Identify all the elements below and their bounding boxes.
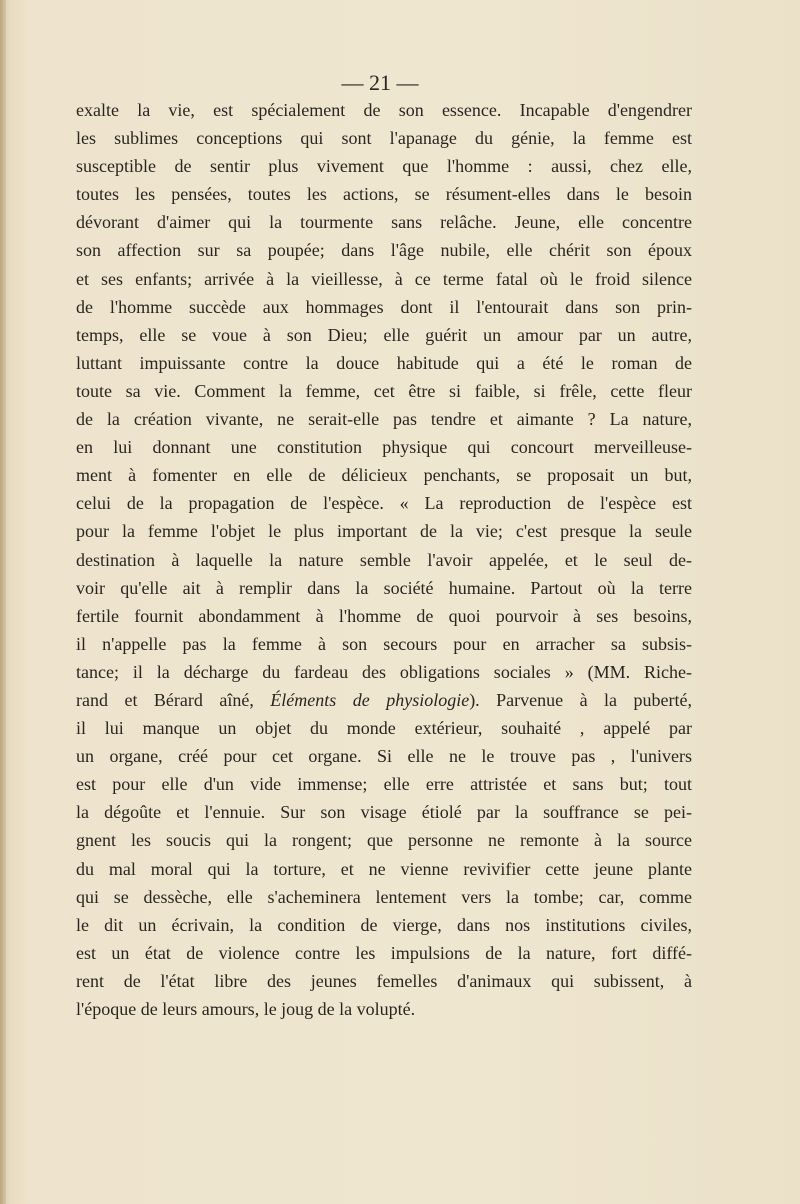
text-line: destination à laquelle la nature semble l'avoir appelée, et le seul de- bbox=[76, 549, 692, 570]
book-title-citation: Éléments de physiologie bbox=[270, 689, 470, 710]
text-line: toute sa vie. Comment la femme, cet être si faible, si frêle, cette fleur bbox=[76, 380, 692, 401]
text-line: dévorant d'aimer qui la tourmente sans relâche. Jeune, elle concentre bbox=[76, 212, 692, 233]
text-line: le dit un écrivain, la condition de vierge, dans nos institutions civiles, bbox=[76, 914, 692, 935]
text-line: en lui donnant une constitution physique qui concourt merveilleuse- bbox=[76, 437, 692, 458]
text-line: susceptible de sentir plus vivement que l'homme : aussi, chez elle, bbox=[76, 156, 692, 177]
text-line: et ses enfants; arrivée à la vieillesse, à ce terme fatal où le froid silence bbox=[76, 268, 692, 289]
text-line: est un état de violence contre les impulsions de la nature, fort diffé- bbox=[76, 942, 692, 963]
text-line: de la création vivante, ne serait-elle pas tendre et aimante ? La nature, bbox=[76, 409, 692, 430]
text-line: gnent les soucis qui la rongent; que personne ne remonte à la source bbox=[76, 830, 692, 851]
text-line: est pour elle d'un vide immense; elle erre attristée et sans but; tout bbox=[76, 774, 692, 795]
text-line: luttant impuissante contre la douce habitude qui a été le roman de bbox=[76, 352, 692, 373]
text-line: il n'appelle pas la femme à son secours pour en arracher sa subsis- bbox=[76, 633, 692, 654]
text-line: du mal moral qui la torture, et ne vienne revivifier cette jeune plante bbox=[76, 858, 692, 879]
text-line: qui se dessèche, elle s'acheminera lentement vers la tombe; car, comme bbox=[76, 886, 692, 907]
text-line: rent de l'état libre des jeunes femelles d'animaux qui subissent, à bbox=[76, 970, 692, 991]
page-number: — 21 — bbox=[341, 70, 419, 95]
text-line: il lui manque un objet du monde extérieur, souhaité , appelé par bbox=[76, 718, 692, 739]
body-text bbox=[76, 96, 692, 1023]
text-line: son affection sur sa poupée; dans l'âge nubile, elle chérit son époux bbox=[76, 240, 692, 261]
text-line: un organe, créé pour cet organe. Si elle ne le trouve pas , l'univers bbox=[76, 746, 692, 767]
text-line: celui de la propagation de l'espèce. « La reproduction de l'espèce est bbox=[76, 493, 692, 514]
citation-prefix: rand et Bérard aîné, bbox=[76, 689, 271, 710]
text-line: ment à fomenter en elle de délicieux penchants, se proposait un but, bbox=[76, 465, 692, 486]
text-line: la dégoûte et l'ennuie. Sur son visage étiolé par la souffrance se pei- bbox=[76, 802, 692, 823]
text-line: fertile fournit abondamment à l'homme de quoi pourvoir à ses besoins, bbox=[76, 605, 692, 626]
citation-suffix: ). Parvenue à la puberté, bbox=[469, 689, 692, 710]
text-line: de l'homme succède aux hommages dont il l'entourait dans son prin- bbox=[76, 296, 692, 317]
text-line: exalte la vie, est spécialement de son essence. Incapable d'engendrer bbox=[76, 100, 692, 120]
text-line: toutes les pensées, toutes les actions, se résument-elles dans le besoin bbox=[76, 184, 692, 205]
text-line-last: l'époque de leurs amours, le joug de la volupté. bbox=[76, 999, 416, 1019]
text-line: tance; il la décharge du fardeau des obligations sociales » (MM. Riche- bbox=[76, 661, 692, 682]
page-spine-shadow bbox=[0, 0, 6, 1204]
text-line: pour la femme l'objet le plus important de la vie; c'est presque la seule bbox=[76, 521, 692, 542]
text-line: les sublimes conceptions qui sont l'apanage du génie, la femme est bbox=[76, 128, 692, 149]
text-line: voir qu'elle ait à remplir dans la société humaine. Partout où la terre bbox=[76, 577, 692, 598]
text-line-with-citation bbox=[76, 686, 692, 714]
text-line: temps, elle se voue à son Dieu; elle guérit un amour par un autre, bbox=[76, 324, 692, 345]
